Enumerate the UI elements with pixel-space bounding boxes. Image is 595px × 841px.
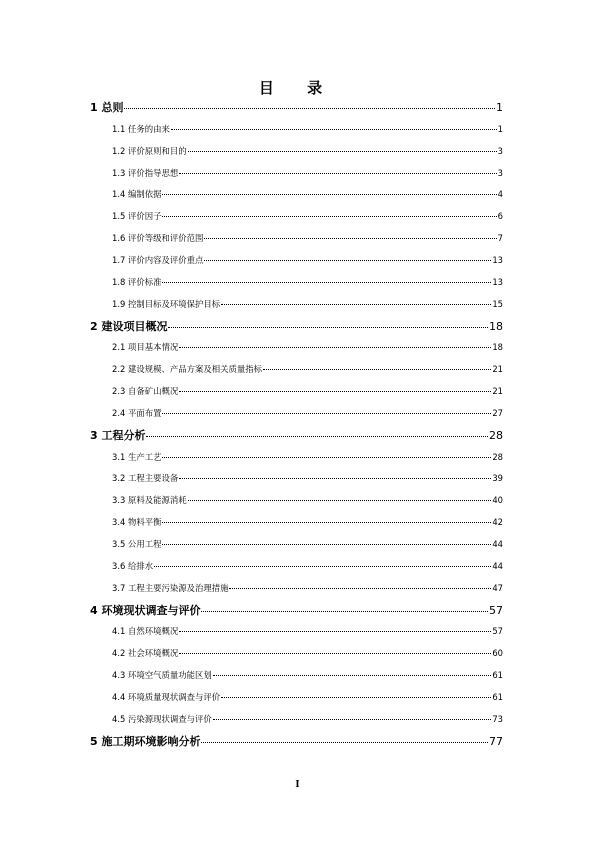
dot-leader — [179, 478, 491, 479]
toc-section-entry[interactable] — [112, 669, 503, 681]
toc-section-entry[interactable] — [112, 363, 503, 375]
toc-section-entry[interactable] — [112, 254, 503, 266]
toc-chapter-entry[interactable] — [90, 733, 503, 749]
toc-entry-label: 4.4 环境质量现状调查与评价 — [112, 691, 221, 702]
toc-entry-label: 4 环境现状调查与评价 — [90, 603, 201, 617]
toc-section-entry[interactable] — [112, 298, 503, 310]
toc-entry-page: 27 — [492, 407, 503, 418]
toc-section-entry[interactable] — [112, 472, 503, 484]
dot-leader — [213, 719, 492, 720]
toc-entry-page: 39 — [492, 473, 503, 484]
toc-entry-label: 1 总则 — [90, 101, 124, 114]
dot-leader — [162, 544, 491, 545]
toc-chapter-entry[interactable] — [90, 99, 503, 115]
toc-chapter-entry[interactable] — [90, 427, 503, 443]
toc-entry-label: 5 施工期环境影响分析 — [90, 734, 201, 748]
toc-entry-label: 1.4 编制依据 — [112, 189, 162, 200]
toc-entry-page: 28 — [489, 428, 503, 442]
dot-leader — [162, 282, 491, 283]
dot-leader — [146, 436, 488, 437]
toc-entry-label: 3.1 生产工艺 — [112, 451, 162, 462]
toc-entry-page: 3 — [497, 145, 503, 156]
dot-leader — [162, 413, 491, 414]
dot-leader — [201, 742, 488, 743]
toc-entry-page: 4 — [497, 189, 503, 200]
toc-entry-label: 2.4 平面布置 — [112, 407, 162, 418]
dot-leader — [162, 194, 496, 195]
toc-entry-page: 13 — [492, 276, 503, 287]
toc-entry-label: 3.7 工程主要污染源及治理措施 — [112, 582, 229, 593]
toc-entry-label: 2 建设项目概况 — [90, 319, 168, 333]
toc-entry-label: 3 工程分析 — [90, 428, 146, 442]
dot-leader — [179, 347, 491, 348]
dot-leader — [179, 653, 491, 654]
toc-section-entry[interactable] — [112, 407, 503, 419]
toc-entry-page: 77 — [489, 734, 503, 748]
toc-entry-label: 3.5 公用工程 — [112, 539, 162, 549]
toc-section-entry[interactable] — [112, 582, 503, 594]
toc-section-entry[interactable] — [112, 188, 503, 200]
toc-entry-label: 1.1 任务的由来 — [112, 123, 170, 134]
toc-entry-page: 73 — [492, 713, 503, 724]
dot-leader — [179, 631, 491, 632]
toc-entry-page: 61 — [492, 691, 503, 702]
toc-entry-label: 1.2 评价原则和目的 — [112, 145, 187, 156]
toc-chapter-entry[interactable] — [90, 602, 503, 618]
toc-entry-label: 2.1 项目基本情况 — [112, 342, 179, 353]
toc-section-entry[interactable] — [112, 494, 503, 506]
toc-entry-label: 3.3 原料及能源消耗 — [112, 495, 187, 506]
toc-entry-page: 61 — [492, 670, 503, 681]
dot-leader — [201, 611, 488, 612]
toc-section-entry[interactable] — [112, 167, 503, 179]
dot-leader — [204, 238, 496, 239]
toc-section-entry[interactable] — [112, 451, 503, 463]
toc-section-entry[interactable] — [112, 145, 503, 157]
toc-entry-page: 3 — [497, 167, 503, 178]
toc-entry-page: 18 — [489, 319, 503, 333]
toc-entry-page: 44 — [492, 539, 503, 549]
toc-entry-page: 42 — [492, 517, 503, 528]
dot-leader — [188, 500, 492, 501]
dot-leader — [221, 697, 491, 698]
dot-leader — [162, 522, 491, 523]
dot-leader — [162, 216, 496, 217]
dot-leader — [179, 391, 491, 392]
toc-entry-page: 7 — [497, 233, 503, 244]
toc-chapter-entry[interactable] — [90, 318, 503, 334]
toc-section-entry[interactable] — [112, 516, 503, 528]
toc-entry-label: 4.2 社会环境概况 — [112, 648, 179, 659]
dot-leader — [188, 151, 497, 152]
toc-entry-page: 1 — [497, 123, 503, 134]
toc-entry-label: 4.1 自然环境概况 — [112, 626, 179, 637]
page-number: I — [295, 780, 300, 790]
toc-entry-page: 21 — [492, 386, 503, 397]
dot-leader — [171, 129, 497, 130]
toc-entry-page: 1 — [496, 101, 503, 114]
dot-leader — [179, 173, 496, 174]
toc-entry-label: 4.5 污染源现状调查与评价 — [112, 713, 212, 724]
toc-entry-page: 57 — [492, 626, 503, 637]
toc-section-entry[interactable] — [112, 538, 503, 550]
toc-entry-page: 57 — [489, 603, 503, 617]
toc-section-entry[interactable] — [112, 560, 503, 572]
toc-entry-page: 15 — [492, 298, 503, 309]
dot-leader — [204, 260, 491, 261]
toc-section-entry[interactable] — [112, 341, 503, 353]
toc-entry-label: 3.4 物料平衡 — [112, 517, 162, 528]
toc-entry-label: 3.2 工程主要设备 — [112, 473, 179, 484]
toc-entry-page: 28 — [492, 451, 503, 462]
toc-entry-label: 2.2 建设规模、产品方案及相关质量指标 — [112, 364, 262, 375]
dot-leader — [124, 108, 495, 109]
toc-section-entry[interactable] — [112, 123, 503, 135]
toc-entry-label: 2.3 自备矿山概况 — [112, 386, 179, 397]
toc-section-entry[interactable] — [112, 691, 503, 703]
dot-leader — [154, 566, 491, 567]
toc-entry-page: 47 — [492, 582, 503, 593]
dot-leader — [229, 588, 491, 589]
toc-section-entry[interactable] — [112, 385, 503, 397]
dot-leader — [263, 369, 491, 370]
toc-entry-page: 21 — [492, 364, 503, 375]
toc-entry-label: 3.6 给排水 — [112, 560, 154, 571]
toc-entry-page: 13 — [492, 254, 503, 265]
toc-section-entry[interactable] — [112, 232, 503, 244]
toc-entry-page: 40 — [492, 495, 503, 506]
dot-leader — [162, 457, 491, 458]
toc-section-entry[interactable] — [112, 713, 503, 725]
dot-leader — [213, 675, 492, 676]
dot-leader — [221, 304, 491, 305]
toc-entry-label: 1.8 评价标准 — [112, 276, 162, 287]
toc-entry-page: 60 — [492, 648, 503, 659]
toc-entry-label: 1.6 评价等级和评价范围 — [112, 233, 204, 244]
toc-section-entry[interactable] — [112, 276, 503, 288]
toc-section-entry[interactable] — [112, 625, 503, 637]
toc-entry-label: 1.7 评价内容及评价重点 — [112, 254, 204, 265]
toc-entry-label: 1.9 控制目标及环境保护目标 — [112, 298, 221, 309]
toc-section-entry[interactable] — [112, 647, 503, 659]
toc-title: 目 录 — [258, 79, 337, 97]
dot-leader — [168, 327, 488, 328]
toc-entry-page: 18 — [492, 342, 503, 353]
toc-section-entry[interactable] — [112, 210, 503, 222]
toc-entry-label: 1.3 评价指导思想 — [112, 167, 179, 178]
toc-entry-label: 4.3 环境空气质量功能区划 — [112, 670, 212, 681]
toc-entry-page: 6 — [497, 211, 503, 222]
toc-entry-label: 1.5 评价因子 — [112, 211, 162, 222]
toc-entry-page: 44 — [492, 560, 503, 571]
